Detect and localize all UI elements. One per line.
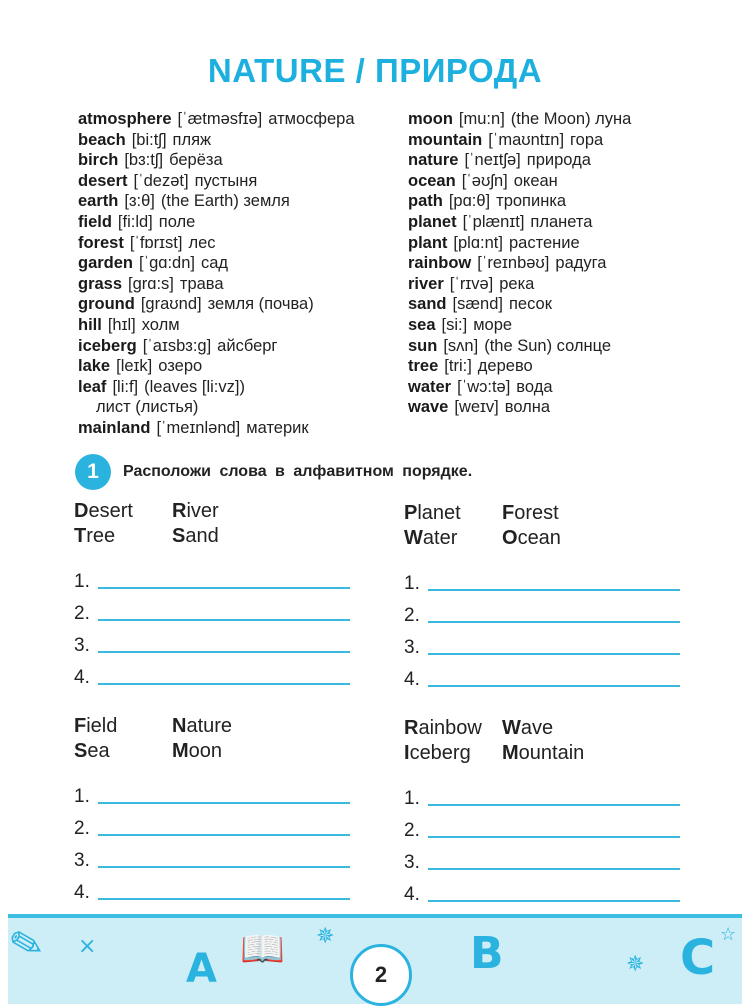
answer-line-number: 4. — [74, 882, 90, 903]
vocab-translation: лес — [188, 233, 216, 252]
answer-line — [404, 595, 704, 627]
vocab-entry — [408, 191, 631, 212]
word-rest: ceberg — [409, 742, 471, 764]
answer-input-line[interactable] — [98, 865, 350, 868]
vocab-translation: песок — [508, 295, 552, 314]
star-icon: ✵ — [316, 924, 335, 949]
word-first-letter: M — [502, 742, 519, 764]
vocab-translation: атмосфера — [268, 110, 355, 128]
word-rest: ater — [422, 527, 458, 549]
vocab-translation: (the Earth) земля — [160, 192, 290, 211]
answer-input-line[interactable] — [98, 586, 350, 589]
word-list — [74, 499, 374, 549]
vocab-word: beach — [78, 130, 126, 149]
vocab-word: field — [78, 212, 112, 231]
vocab-translation: (the Sun) солнце — [484, 336, 612, 355]
word-rest: oon — [188, 740, 223, 762]
vocab-word: leaf — [78, 377, 107, 396]
answer-lines — [74, 776, 374, 904]
answer-line — [74, 776, 374, 808]
vocab-word: forest — [78, 233, 124, 252]
vocab-transcription: [ˈneɪtʃə] — [464, 151, 521, 170]
answer-line-number: 4. — [74, 667, 90, 688]
vocab-translation: море — [473, 315, 513, 334]
vocab-translation: земля (почва) — [207, 295, 314, 314]
word-group-3 — [74, 714, 374, 904]
answer-line — [74, 561, 374, 593]
open-book-icon: 📖 — [240, 929, 285, 970]
vocab-entry — [78, 418, 355, 439]
vocab-word: iceberg — [78, 336, 137, 355]
vocab-entry — [78, 253, 355, 274]
vocab-translation: поле — [158, 212, 196, 231]
vocab-translation: растение — [508, 233, 580, 252]
vocab-translation: берёза — [169, 151, 223, 170]
vocab-entry — [78, 233, 355, 254]
vocab-translation: гора — [570, 130, 604, 149]
word-list — [74, 714, 374, 764]
letter-a-icon: A — [186, 946, 217, 992]
word-first-letter: O — [502, 527, 518, 549]
exercise-header — [75, 454, 472, 490]
word-first-letter: S — [74, 740, 88, 762]
vocab-translation: волна — [504, 398, 551, 417]
word-item — [502, 716, 622, 741]
vocab-word: rainbow — [408, 254, 472, 273]
vocab-word: grass — [78, 274, 123, 293]
answer-input-line[interactable] — [98, 801, 350, 804]
vocab-entry — [78, 109, 355, 130]
vocab-transcription: [weɪv] — [454, 398, 499, 417]
answer-line — [404, 810, 704, 842]
vocab-transcription: [hɪl] — [107, 315, 136, 334]
answer-lines — [404, 563, 704, 691]
vocab-entry — [408, 315, 631, 336]
vocab-entry — [408, 253, 631, 274]
vocab-entry — [78, 336, 355, 357]
vocab-entry — [408, 397, 631, 418]
word-item — [404, 716, 502, 741]
vocab-entry — [408, 150, 631, 171]
word-item — [74, 499, 172, 524]
vocab-transcription: [ˈdezət] — [133, 171, 189, 190]
word-rest: cean — [517, 527, 561, 549]
vocab-entry — [408, 212, 631, 233]
vocab-translation: дерево — [477, 357, 533, 376]
vocab-translation: озеро — [158, 357, 203, 376]
word-first-letter: T — [74, 525, 87, 547]
vocab-entry — [408, 336, 631, 357]
vocab-transcription: [fi:ld] — [117, 212, 153, 231]
vocab-translation: холм — [141, 315, 180, 334]
word-group-2 — [404, 501, 704, 691]
word-first-letter: R — [404, 717, 419, 739]
vocab-translation: пляж — [172, 130, 212, 149]
vocab-transcription: [ˈrɪvə] — [449, 274, 494, 293]
word-rest: and — [185, 525, 219, 547]
vocab-entry — [408, 171, 631, 192]
word-rest: ield — [86, 715, 118, 737]
vocab-translation: радуга — [555, 254, 607, 273]
vocab-word: ground — [78, 295, 135, 314]
word-rest: ave — [520, 717, 554, 739]
vocab-entry — [78, 171, 355, 192]
vocab-word: sand — [408, 295, 447, 314]
word-rest: esert — [88, 500, 133, 522]
vocab-word: moon — [408, 110, 453, 128]
answer-line — [404, 778, 704, 810]
vocab-translation-continued: лист (листья) — [96, 398, 199, 417]
vocab-entry — [408, 274, 631, 295]
vocab-transcription: [ˈplænɪt] — [462, 212, 525, 231]
word-rest: ea — [87, 740, 110, 762]
vocab-word: birch — [78, 151, 119, 170]
vocab-transcription: [sænd] — [452, 295, 503, 314]
word-item — [172, 739, 292, 764]
vocab-translation: сад — [200, 254, 229, 273]
vocab-transcription: [grɑ:s] — [128, 274, 174, 293]
word-item — [404, 741, 502, 766]
word-rest: ountain — [518, 742, 585, 764]
word-list — [404, 501, 704, 551]
answer-line — [404, 563, 704, 595]
exercise-number-badge: 1 — [75, 454, 111, 490]
answer-input-line[interactable] — [428, 684, 680, 687]
word-item — [172, 499, 292, 524]
answer-line-number: 3. — [74, 850, 90, 871]
vocab-word: desert — [78, 171, 128, 190]
answer-input-line[interactable] — [98, 618, 350, 621]
vocab-entry — [78, 356, 355, 377]
word-item — [502, 501, 622, 526]
star-icon: ✵ — [626, 952, 645, 977]
answer-input-line[interactable] — [428, 652, 680, 655]
vocab-translation: вода — [516, 377, 553, 396]
letter-b-icon: B — [470, 928, 504, 979]
answer-line — [404, 842, 704, 874]
vocab-entry — [78, 191, 355, 212]
vocab-translation: (leaves [li:vz]) — [144, 377, 245, 396]
word-first-letter: S — [172, 525, 186, 547]
vocab-entry — [408, 130, 631, 151]
word-group-4 — [404, 716, 704, 906]
vocab-transcription: [li:f] — [112, 377, 139, 396]
word-first-letter: W — [404, 527, 423, 549]
answer-input-line[interactable] — [98, 833, 350, 836]
word-rest: ainbow — [418, 717, 482, 739]
vocab-word: mountain — [408, 130, 483, 149]
answer-lines — [74, 561, 374, 689]
vocab-transcription: [mu:n] — [458, 110, 505, 128]
vocab-word: path — [408, 192, 443, 211]
vocab-word: water — [408, 377, 452, 396]
answer-line — [404, 627, 704, 659]
answer-line-number: 1. — [74, 786, 90, 807]
vocab-word: mainland — [78, 418, 151, 437]
word-first-letter: W — [502, 717, 521, 739]
word-item — [502, 741, 622, 766]
answer-input-line[interactable] — [428, 899, 680, 902]
vocab-transcription: [bɜ:tʃ] — [124, 151, 164, 170]
vocab-translation: айсберг — [217, 336, 278, 355]
answer-line-number: 3. — [74, 635, 90, 656]
word-rest: orest — [514, 502, 559, 524]
vocab-word: river — [408, 274, 444, 293]
vocab-translation: трава — [179, 274, 224, 293]
vocab-transcription: [ˈreɪnbəʊ] — [477, 254, 550, 273]
vocab-entry — [408, 233, 631, 254]
answer-line — [74, 840, 374, 872]
vocab-transcription: [ɜ:θ] — [124, 192, 155, 211]
answer-input-line[interactable] — [98, 682, 350, 685]
answer-input-line[interactable] — [428, 803, 680, 806]
vocab-entry — [408, 294, 631, 315]
vocab-word: plant — [408, 233, 448, 252]
word-first-letter: I — [404, 742, 410, 764]
star-outline-icon: ☆ — [720, 924, 737, 945]
vocab-transcription: [ˈwɔ:tə] — [457, 377, 511, 396]
word-item — [404, 526, 502, 551]
word-first-letter: D — [74, 500, 89, 522]
word-item — [172, 714, 292, 739]
vocab-word: earth — [78, 192, 119, 211]
answer-line-number: 4. — [404, 669, 420, 690]
vocab-transcription: [ˈgɑ:dn] — [139, 254, 195, 273]
answer-lines — [404, 778, 704, 906]
word-first-letter: F — [74, 715, 87, 737]
vocab-transcription: [bi:tʃ] — [131, 130, 167, 149]
word-rest: iver — [186, 500, 219, 522]
word-item — [74, 739, 172, 764]
answer-line-number: 1. — [404, 788, 420, 809]
vocab-word: ocean — [408, 171, 456, 190]
word-rest: ree — [86, 525, 116, 547]
vocab-entry — [78, 130, 355, 151]
pencil-icon: ✎ — [4, 918, 49, 972]
word-first-letter: F — [502, 502, 515, 524]
word-first-letter: M — [172, 740, 189, 762]
word-group-1 — [74, 499, 374, 689]
answer-line — [74, 593, 374, 625]
letter-c-icon: C — [680, 930, 716, 986]
word-first-letter: R — [172, 500, 187, 522]
answer-input-line[interactable] — [428, 867, 680, 870]
word-rest: lanet — [417, 502, 461, 524]
word-item — [404, 501, 502, 526]
answer-line — [404, 874, 704, 906]
vocab-transcription: [tri:] — [444, 357, 472, 376]
vocab-transcription: [si:] — [441, 315, 468, 334]
vocab-word: planet — [408, 212, 457, 231]
vocab-transcription: [graʊnd] — [140, 295, 202, 314]
page-footer — [4, 914, 742, 1004]
word-list — [404, 716, 704, 766]
vocab-translation: материк — [246, 418, 309, 437]
vocab-entry — [408, 377, 631, 398]
vocabulary-list-right — [408, 109, 631, 418]
word-first-letter: P — [404, 502, 418, 524]
vocab-entry — [78, 212, 355, 233]
answer-line-number: 2. — [404, 605, 420, 626]
vocab-word: nature — [408, 151, 459, 170]
answer-line — [404, 659, 704, 691]
vocab-translation: тропинка — [496, 192, 567, 211]
vocab-word: sun — [408, 336, 438, 355]
vocab-entry — [408, 109, 631, 130]
answer-line-number: 1. — [74, 571, 90, 592]
answer-line-number: 2. — [404, 820, 420, 841]
answer-line-number: 2. — [74, 818, 90, 839]
answer-line-number: 4. — [404, 884, 420, 905]
vocab-transcription: [sʌn] — [443, 336, 479, 355]
vocab-word: lake — [78, 357, 111, 376]
answer-line — [74, 872, 374, 904]
vocab-transcription: [ˈaɪsbɜ:g] — [142, 336, 212, 355]
vocab-entry — [78, 274, 355, 295]
vocab-transcription: [ˈəʊʃn] — [461, 171, 508, 190]
vocab-entry — [408, 356, 631, 377]
vocab-entry — [78, 150, 355, 171]
answer-line — [74, 625, 374, 657]
vocab-word: tree — [408, 357, 439, 376]
vocabulary-list-left — [78, 109, 355, 439]
vocab-translation: пустыня — [194, 171, 258, 190]
vocab-transcription: [leɪk] — [116, 357, 153, 376]
vocab-transcription: [ˈmaʊntɪn] — [488, 130, 565, 149]
vocab-entry — [78, 294, 355, 315]
vocab-word: sea — [408, 315, 436, 334]
vocab-transcription: [ˈfɒrɪst] — [129, 233, 183, 252]
vocab-word: hill — [78, 315, 102, 334]
vocab-translation: океан — [513, 171, 558, 190]
word-rest: ature — [186, 715, 233, 737]
word-item — [74, 714, 172, 739]
exercise-instruction: Расположи слова в алфавитном порядке. — [123, 463, 473, 480]
page-title: NATURE / ПРИРОДА — [207, 52, 543, 89]
vocab-word: garden — [78, 254, 134, 273]
vocab-translation: природа — [526, 151, 591, 170]
vocab-translation: (the Moon) луна — [510, 110, 632, 128]
vocab-word: atmosphere — [78, 110, 172, 128]
answer-input-line[interactable] — [98, 897, 350, 900]
answer-line-number: 1. — [404, 573, 420, 594]
vocab-translation: планета — [530, 212, 593, 231]
answer-line-number: 3. — [404, 637, 420, 658]
answer-line-number: 2. — [74, 603, 90, 624]
vocab-transcription: [ˈmeɪnlənd] — [156, 418, 241, 437]
word-item — [502, 526, 622, 551]
vocab-transcription: [pɑ:θ] — [448, 192, 491, 211]
vocab-transcription: [ˈætməsfɪə] — [177, 110, 263, 128]
math-symbols-icon: × — [78, 934, 97, 959]
answer-input-line[interactable] — [98, 650, 350, 653]
vocab-translation: река — [499, 274, 535, 293]
vocab-entry — [78, 315, 355, 336]
vocab-transcription: [plɑ:nt] — [453, 233, 503, 252]
answer-input-line[interactable] — [428, 835, 680, 838]
vocab-entry — [78, 377, 355, 398]
page-number: 2 — [350, 944, 412, 1006]
answer-input-line[interactable] — [428, 620, 680, 623]
word-first-letter: N — [172, 715, 187, 737]
vocab-word: wave — [408, 398, 449, 417]
word-item — [74, 524, 172, 549]
answer-line-number: 3. — [404, 852, 420, 873]
answer-input-line[interactable] — [428, 588, 680, 591]
answer-line — [74, 657, 374, 689]
answer-line — [74, 808, 374, 840]
word-item — [172, 524, 292, 549]
